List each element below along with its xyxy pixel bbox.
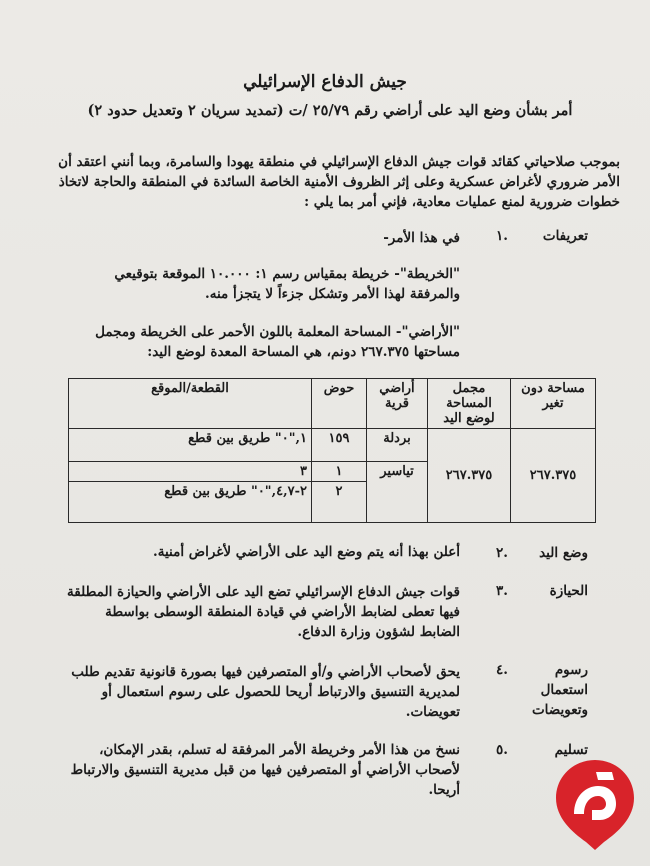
section-5-number: ٥. <box>496 742 508 758</box>
header-area-change: مساحة دون تغير <box>511 379 596 429</box>
watermark-logo-icon <box>552 756 638 852</box>
table-row <box>69 429 596 462</box>
section-4-number: ٤. <box>496 662 508 678</box>
area-change-value: ٢٦٧.٣٧٥ <box>511 429 596 523</box>
section-4-label: رسوم استعمال وتعويضات <box>531 662 588 718</box>
basin-cell: ١ <box>312 462 367 482</box>
section-1-lead: في هذا الأمر- <box>383 230 460 246</box>
header-parcel: القطعة/الموقع <box>69 379 312 429</box>
section-5-label: تسليم <box>554 742 588 758</box>
section-5-text: نسخ من هذا الأمر وخريطة الأمر المرفقة له تسلم، بقدر الإمكان، لأصحاب الأراضي أو المتصرفين فيها من قبل مديرية التنسيق والارتباط أريحا. <box>70 742 460 798</box>
document-subtitle: أمر بشأن وضع اليد على أراضي رقم ٢٥/٧٩ /ت (تمديد سريان ٢ وتعديل حدود ٢) <box>87 102 573 119</box>
section-2-number: ٢. <box>496 545 508 561</box>
village-cell: بردلة <box>367 429 428 462</box>
parcel-cell: ٢-٤,٧,"٠" طريق بين قطع <box>69 482 312 523</box>
section-3-label: الحيازة <box>549 583 588 599</box>
village-cell: تياسير <box>367 462 428 523</box>
header-basin: حوض <box>312 379 367 429</box>
header-total-area: مجمل المساحة لوضع اليد <box>428 379 511 429</box>
section-1-number: ١. <box>496 228 508 244</box>
total-area-value: ٢٦٧.٣٧٥ <box>428 429 511 523</box>
header-village: أراضي قرية <box>367 379 428 429</box>
section-3-text: قوات جيش الدفاع الإسرائيلي تضع اليد على الأراضي والحيازة المطلقة فيها تعطى لضابط الأراضي في قيادة المنطقة الوسطى بواسطة الضابط لشؤون وزارة الدفاع. <box>67 584 460 640</box>
basin-cell: ١٥٩ <box>312 429 367 462</box>
basin-cell: ٢ <box>312 482 367 523</box>
parcel-cell: ٣ <box>69 462 312 482</box>
section-1-label: تعريفات <box>542 228 588 244</box>
parcel-cell: ١,"٠" طريق بين قطع <box>69 429 312 462</box>
section-2-label: وضع اليد <box>539 545 588 561</box>
section-3-number: ٣. <box>496 583 508 599</box>
section-2-text: أعلن بهذا أنه يتم وضع اليد على الأراضي لأغراض أمنية. <box>153 544 460 560</box>
section-4-text: يحق لأصحاب الأراضي و/أو المتصرفين فيها بصورة قانونية تقديم طلب لمديرية التنسيق والارتباط أريحا للحصول على رسوم استعمال أو تعويضات. <box>71 664 460 720</box>
lands-table <box>68 378 596 523</box>
document-title: جيش الدفاع الإسرائيلي <box>243 72 407 92</box>
intro-paragraph: بموجب صلاحياتي كقائد قوات جيش الدفاع الإسرائيلي في منطقة يهودا والسامرة، وبما أنني اعتقد أن الأمر ضروري لأغراض عسكرية وعلى إثر الظروف الأمنية الخاصة السائدة في المنطقة والحاجة لاتخاذ خطوات ضرورية لمنع عمليات معادية، فإني أمر بما يلي : <box>58 154 620 210</box>
lands-definition: "الأراضي"- المساحة المعلمة باللون الأحمر على الخريطة ومجمل مساحتها ٢٦٧.٣٧٥ دونم، هي المساحة المعدة لوضع اليد: <box>95 324 460 360</box>
map-definition: "الخريطة"- خريطة بمقياس رسم ١: ١٠.٠٠٠ الموقعة بتوقيعي والمرفقة لهذا الأمر وتشكل جزءاً لا يتجزأ منه. <box>114 266 460 302</box>
